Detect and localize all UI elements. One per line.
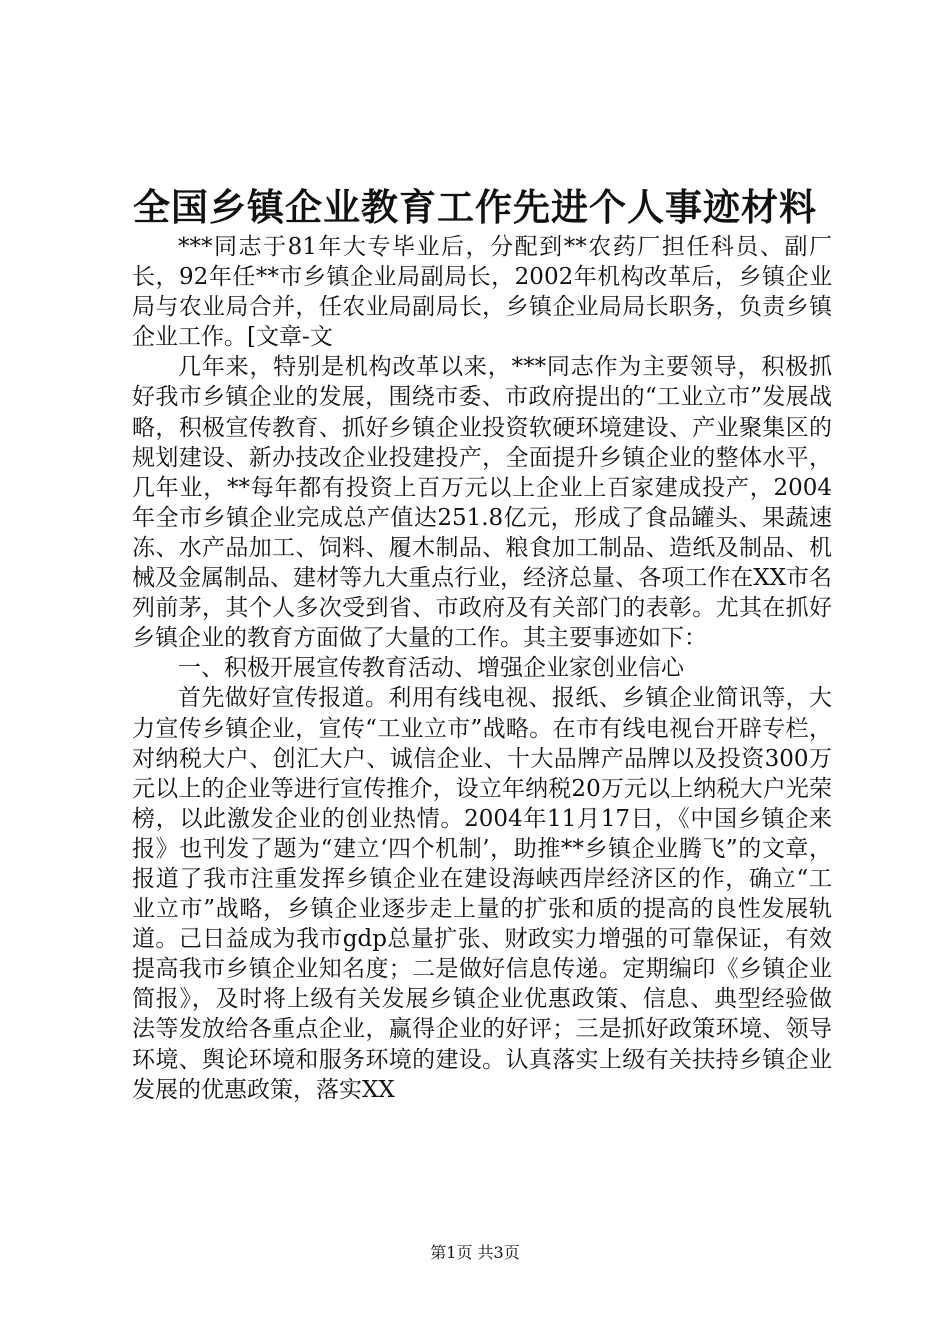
section-heading: 一、积极开展宣传教育活动、增强企业家创业信心 [178, 655, 684, 682]
paragraph-publicity: 首先做好宣传报道。利用有线电视、报纸、乡镇企业简讯等，大力宣传乡镇企业，宣传“工业立市”战略。在市有线电视台开辟专栏，对纳税大户、创汇大户、诚信企业、十大品牌产品牌以及投资300万元以上的企业等进行宣传推介，设立年纳税20万元以上纳税大户光荣榜，以此激发企业的创业热情。2004年11月17日，《中国乡镇企来报》也刊发了题为“建立‘四个机制’，助推**乡镇企业腾飞”的文章，报道了我市注重发挥乡镇企业在建设海峡西岸经济区的作，确立“工业立市”战略，乡镇企业逐步走上量的扩张和质的提高的良性发展轨道。己日益成为我市gdp总量扩张、财政实力增强的可靠保证，有效提高我市乡镇企业知名度；二是做好信息传递。定期编印《乡镇企业简报》，及时将上级有关发展乡镇企业优惠政策、信息、典型经验做法等发放给各重点企业，赢得企业的好评；三是抓好政策环境、领导环境、舆论环境和服务环境的建设。认真落实上级有关扶持乡镇企业发展的优惠政策，落实XX [132, 685, 832, 1103]
document-title: 全国乡镇企业教育工作先进个人事迹材料 [133, 186, 817, 229]
paragraph-overview: 几年来，特别是机构改革以来，***同志作为主要领导，积极抓好我市乡镇企业的发展，围绕市委、市政府提出的“工业立市”发展战略，积极宣传教育、抓好乡镇企业投资软硬环境建设、产业聚集区的规划建设、新办技改企业投建投产，全面提升乡镇企业的整体水平，几年业，**每年都有投资上百万元以上企业上百家建成投产，2004年全市乡镇企业完成总产值达251.8亿元，形成了食品罐头、果蔬速冻、水产品加工、饲料、履木制品、粮食加工制品、造纸及制品、机械及金属制品、建材等九大重点行业，经济总量、各项工作在XX市名列前茅，其个人多次受到省、市政府及有关部门的表彰。尤其在抓好乡镇企业的教育方面做了大量的工作。其主要事迹如下： [132, 354, 832, 652]
paragraph-intro: ***同志于81年大专毕业后，分配到**农药厂担任科员、副厂长，92年任**市乡镇企业局副局长，2002年机构改革后，乡镇企业局与农业局合并，任农业局副局长，乡镇企业局局长职务，负责乡镇企业工作。[文章-文 [132, 234, 832, 351]
document-body [132, 232, 832, 1105]
page-footer: 第1页 共3页 [430, 1243, 520, 1262]
